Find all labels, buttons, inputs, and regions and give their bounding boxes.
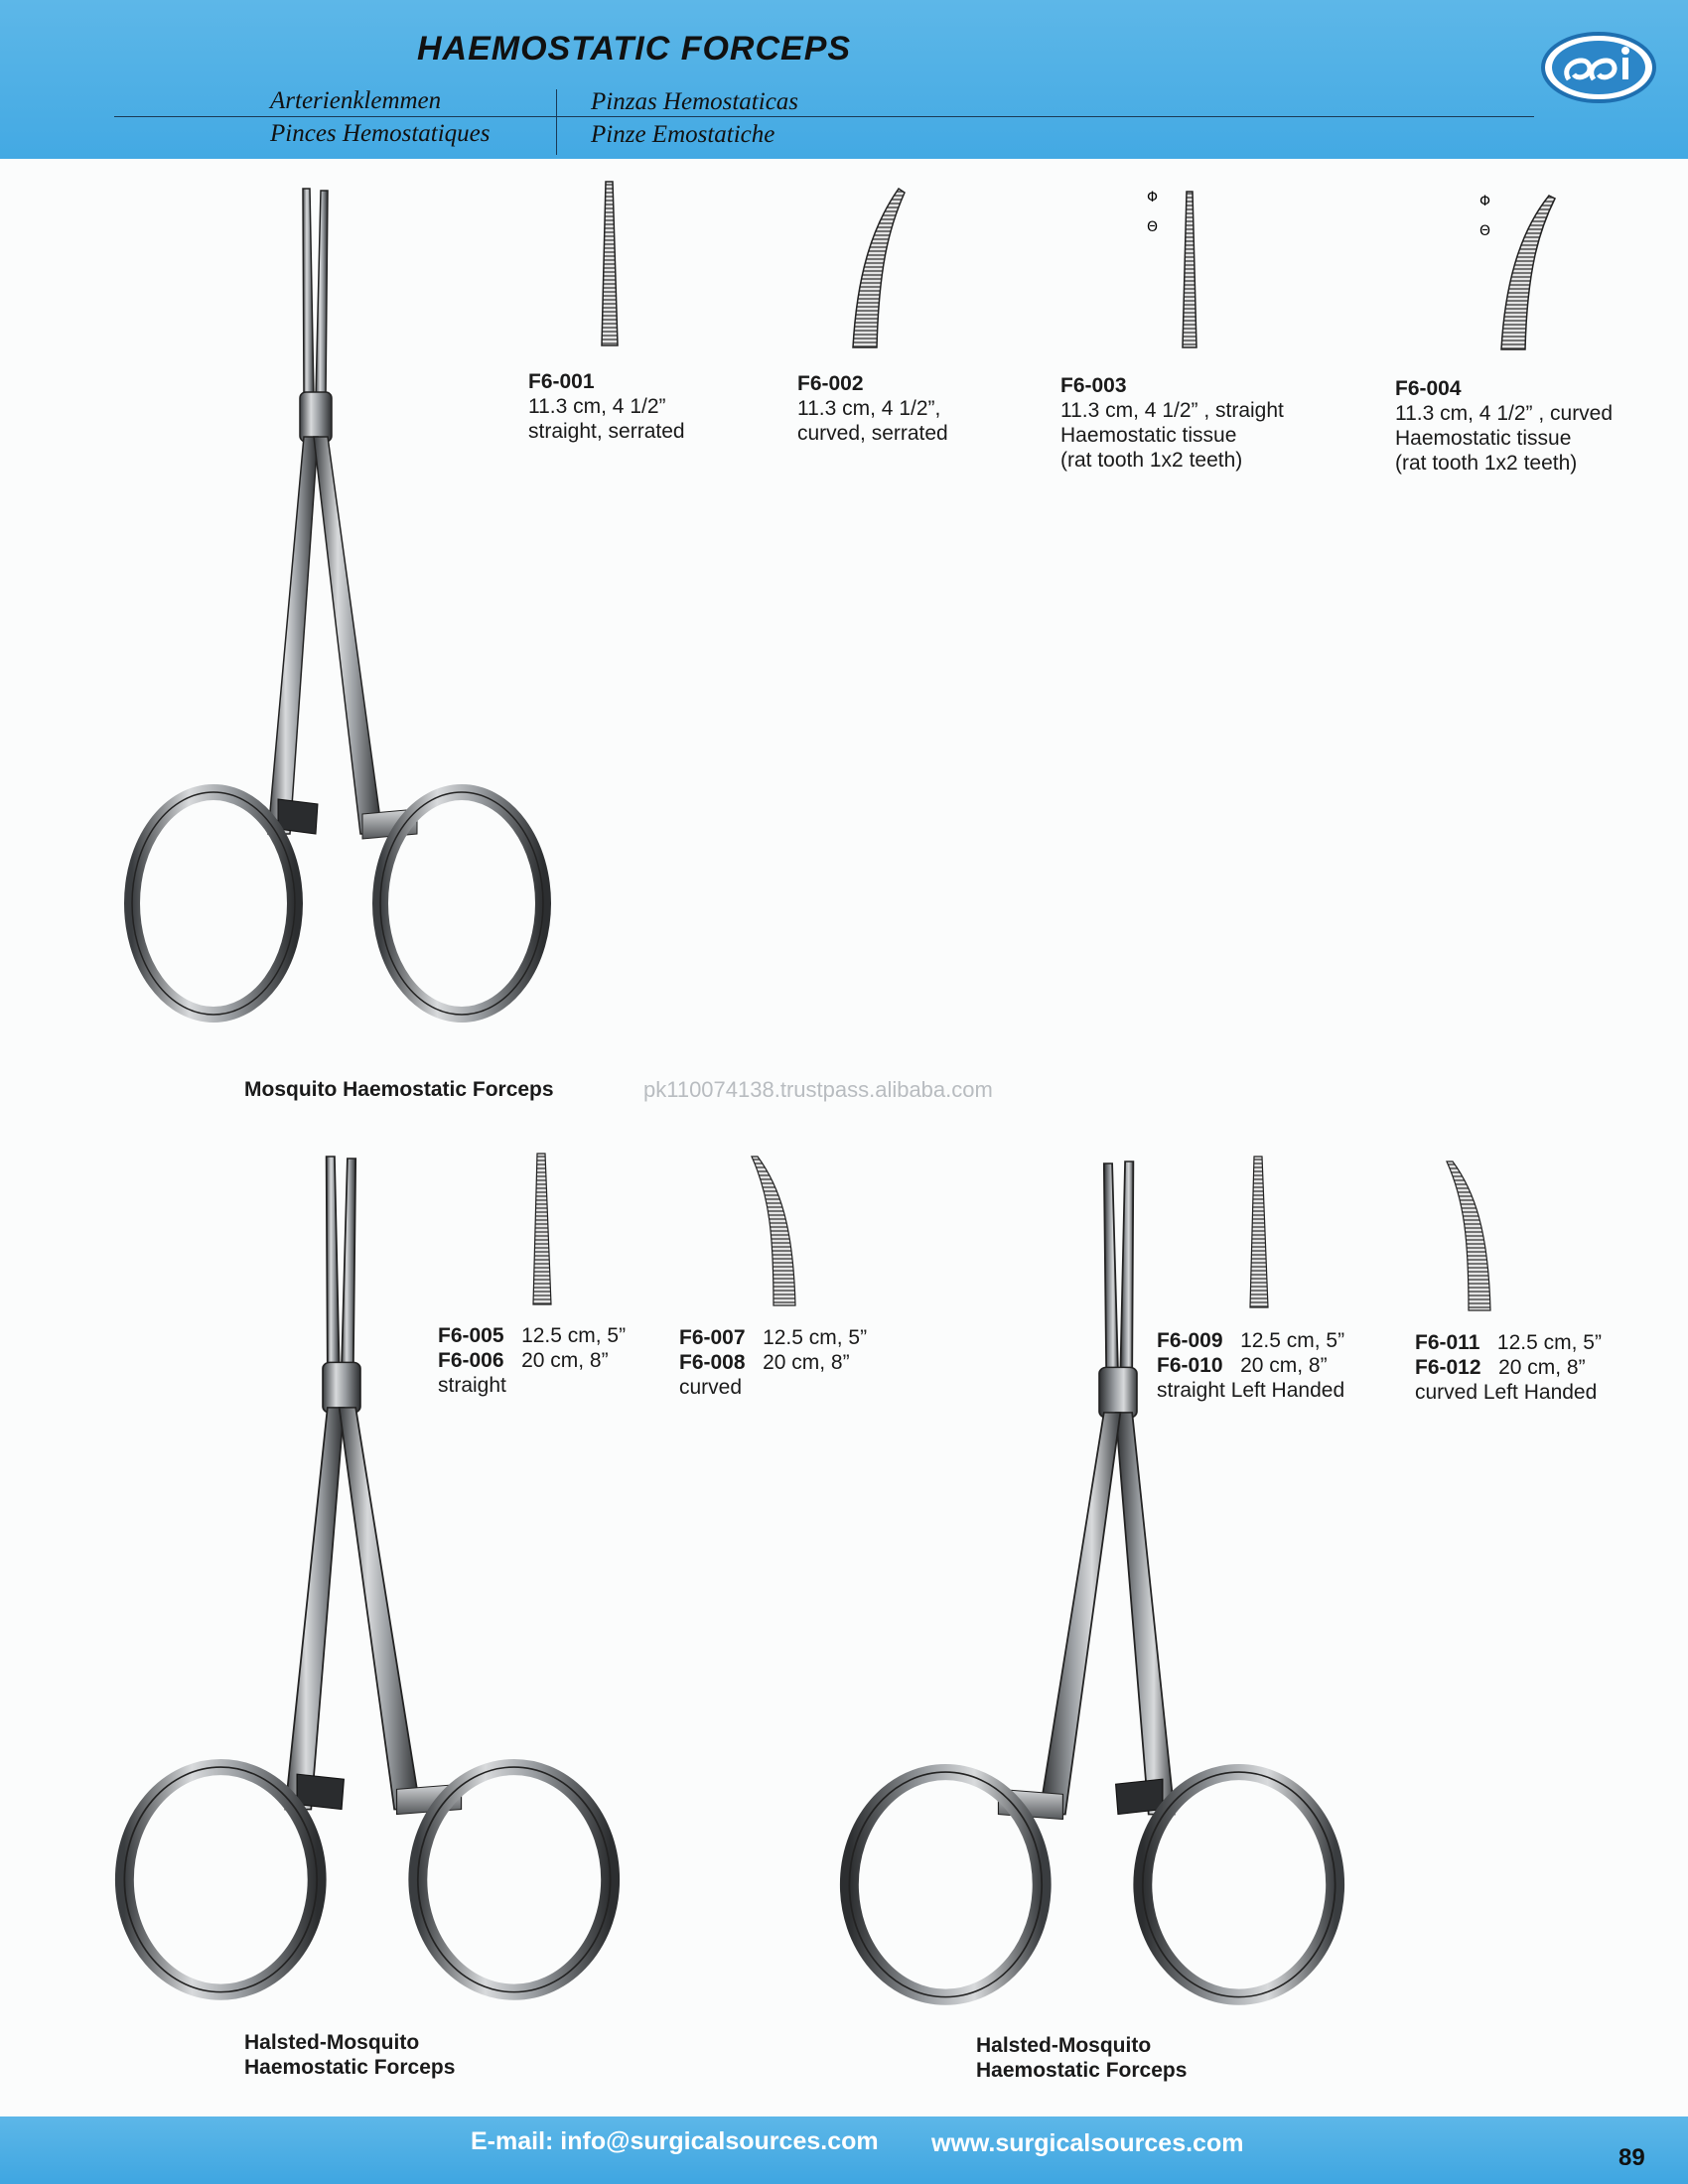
product-desc: Haemostatic tissue [1395, 427, 1572, 450]
product-desc: straight, serrated [528, 420, 685, 443]
header-divider [114, 116, 1534, 117]
product-code: F6-002 [797, 372, 864, 395]
product-f6-011-012 [1415, 1330, 1602, 1405]
product-size: 12.5 cm, 5” [521, 1324, 627, 1347]
subtitle-spanish: Pinzas Hemostaticas [591, 88, 799, 115]
page-number: 89 [1618, 2144, 1645, 2171]
product-size: 12.5 cm, 5” [763, 1326, 868, 1349]
subtitle-french: Pinces Hemostatiques [270, 120, 491, 147]
header-vertical-divider [556, 89, 557, 155]
product-size: 11.3 cm, 4 1/2” , straight [1060, 399, 1284, 422]
f6-002-jaw-icon [849, 189, 909, 352]
product-f6-004 [1395, 376, 1613, 476]
caption-line: Halsted-Mosquito [976, 2034, 1152, 2057]
subtitle-italian: Pinze Emostatiche [591, 121, 775, 148]
product-desc: (rat tooth 1x2 teeth) [1395, 452, 1578, 475]
subtitle-german: Arterienklemmen [270, 87, 442, 114]
product-desc: (rat tooth 1x2 teeth) [1060, 449, 1243, 472]
f6-001-jaw-icon [601, 182, 621, 350]
caption-line: Haemostatic Forceps [244, 2056, 456, 2079]
f6-004-jaw-icon [1479, 191, 1559, 354]
product-size: 12.5 cm, 5” [1240, 1329, 1345, 1352]
product-size: 12.5 cm, 5” [1496, 1331, 1602, 1354]
product-desc: straight Left Handed [1157, 1379, 1345, 1402]
product-desc: curved, serrated [797, 422, 948, 445]
product-code: F6-009 [1157, 1329, 1223, 1352]
svg-text:Φ: Φ [1147, 190, 1159, 205]
product-f6-002 [797, 371, 948, 446]
page-title: HAEMOSTATIC FORCEPS [417, 30, 852, 68]
f6-007-jaw-icon [750, 1157, 819, 1307]
product-code: F6-007 [679, 1326, 746, 1349]
watermark: pk110074138.trustpass.alibaba.com [643, 1077, 993, 1102]
product-f6-001 [528, 369, 685, 444]
product-f6-007-008 [679, 1325, 867, 1400]
product-size: 11.3 cm, 4 1/2” , curved [1395, 402, 1614, 425]
product-size: 20 cm, 8” [521, 1349, 609, 1372]
product-desc: curved Left Handed [1415, 1381, 1598, 1404]
caption-mosquito: Mosquito Haemostatic Forceps [244, 1078, 554, 1101]
f6-009-jaw-icon [1248, 1157, 1272, 1310]
ssi-logo-icon [1539, 30, 1658, 105]
caption-line: Halsted-Mosquito [244, 2031, 420, 2054]
f6-005-jaw-icon [531, 1154, 555, 1307]
product-size: 20 cm, 8” [1498, 1356, 1586, 1379]
product-code: F6-011 [1415, 1331, 1480, 1354]
product-desc: curved [679, 1376, 743, 1399]
binding-dots [0, 159, 14, 2045]
product-desc: Haemostatic tissue [1060, 424, 1237, 447]
product-size: 20 cm, 8” [1240, 1354, 1328, 1377]
product-f6-003 [1060, 373, 1284, 473]
caption-halsted-left [244, 2030, 455, 2080]
product-size: 20 cm, 8” [763, 1351, 850, 1374]
product-code: F6-001 [528, 370, 595, 393]
product-code: F6-003 [1060, 374, 1127, 397]
product-desc: straight [438, 1374, 506, 1397]
caption-halsted-right [976, 2033, 1187, 2083]
product-f6-009-010 [1157, 1328, 1344, 1403]
f6-011-jaw-icon [1445, 1161, 1514, 1312]
header-banner [0, 0, 1688, 159]
svg-text:Θ: Θ [1147, 219, 1159, 235]
product-f6-005-006 [438, 1323, 626, 1398]
caption-line: Haemostatic Forceps [976, 2059, 1188, 2082]
footer-website: www.surgicalsources.com [931, 2129, 1244, 2157]
footer-email: E-mail: info@surgicalsources.com [471, 2127, 879, 2155]
product-size: 11.3 cm, 4 1/2”, [797, 397, 941, 420]
mosquito-forceps-illustration [119, 189, 556, 1042]
product-size: 11.3 cm, 4 1/2” [528, 395, 666, 418]
f6-003-jaw-icon [1147, 187, 1201, 350]
product-code: F6-012 [1415, 1356, 1481, 1379]
product-code: F6-008 [679, 1351, 746, 1374]
svg-text:Θ: Θ [1479, 223, 1491, 239]
halsted-forceps-illustration-right [834, 1161, 1350, 2025]
product-code: F6-006 [438, 1349, 504, 1372]
product-code: F6-005 [438, 1324, 504, 1347]
product-code: F6-004 [1395, 377, 1462, 400]
product-code: F6-010 [1157, 1354, 1223, 1377]
svg-text:Φ: Φ [1479, 194, 1491, 209]
